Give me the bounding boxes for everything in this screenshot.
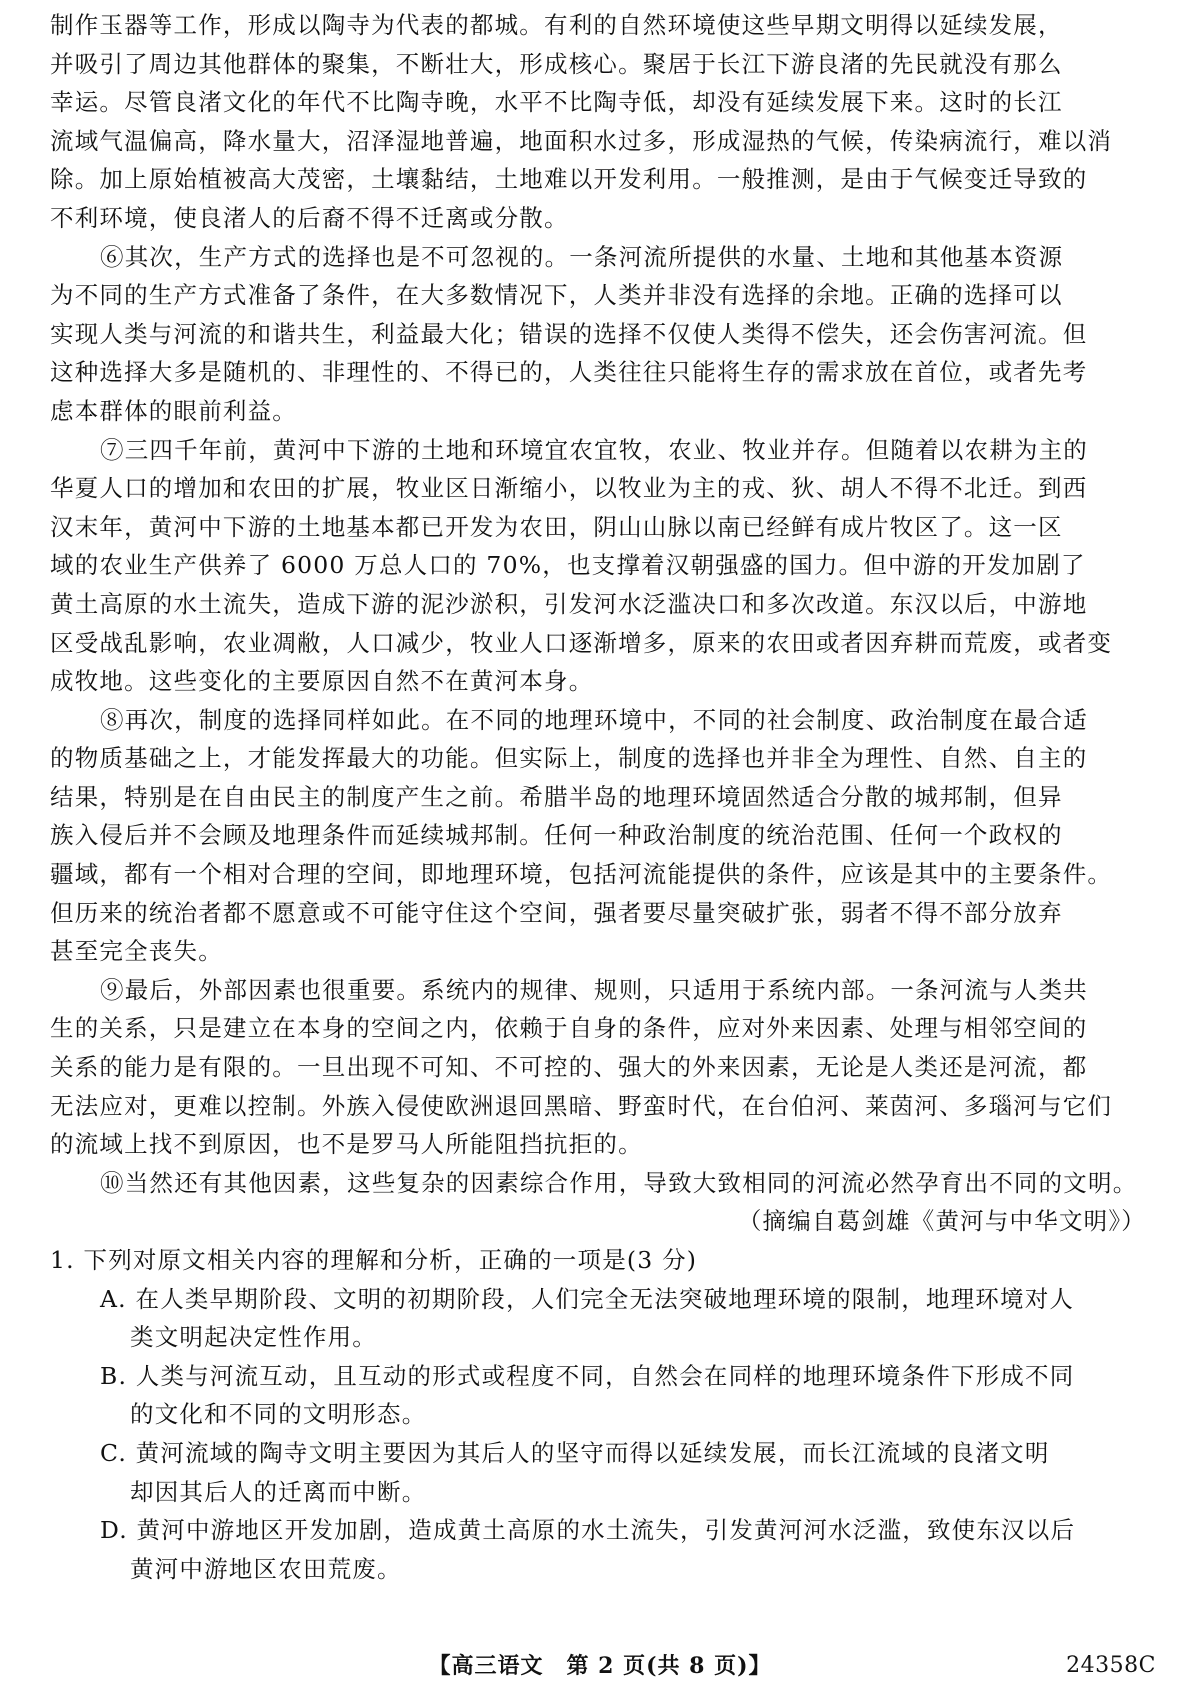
text-line: 制作玉器等工作，形成以陶寺为代表的都城。有利的自然环境使这些早期文明得以延续发展， <box>50 11 1063 39</box>
text-line: 流域气温偏高，降水量大，沼泽湿地普遍，地面积水过多，形成湿热的气候，传染病流行，难以消 <box>50 126 1113 155</box>
text-line: 族入侵后并不会顾及地理条件而延续城邦制。任何一种政治制度的统治范围、任何一个政权的 <box>50 821 1063 850</box>
text-line: ⑩当然还有其他因素，这些复杂的因素综合作用，导致大致相同的河流必然孕育出不同的文明。 <box>100 1168 1138 1197</box>
text-line: 黄土高原的水土流失，造成下游的泥沙淤积，引发河水泛滥决口和多次改道。东汉以后，中游地 <box>50 589 1088 618</box>
text-line: 域的农业生产供养了 6000 万总人口的 70%，也支撑着汉朝强盛的国力。但中游的开发加剧了 <box>50 551 1086 580</box>
text-line: 关系的能力是有限的。一旦出现不可知、不可控的、强大的外来因素，无论是人类还是河流，都 <box>50 1053 1088 1082</box>
text-line: 不利环境，使良渚人的后裔不得不迁离或分散。 <box>50 203 569 232</box>
text-line: 的流域上找不到原因，也不是罗马人所能阻挡抗拒的。 <box>50 1130 643 1159</box>
page-footer <box>0 1646 1200 1686</box>
text-line: 这种选择大多是随机的、非理性的、不得已的，人类往往只能将生存的需求放在首位，或者先考 <box>50 358 1088 387</box>
text-line: ⑧再次，制度的选择同样如此。在不同的地理环境中，不同的社会制度、政治制度在最合适 <box>100 705 1088 734</box>
text-line: ⑦三四千年前，黄河中下游的土地和环境宜农宜牧，农业、牧业并存。但随着以农耕为主的 <box>100 435 1088 464</box>
text-line: 并吸引了周边其他群体的聚集，不断壮大，形成核心。聚居于长江下游良渚的先民就没有那么 <box>50 49 1063 78</box>
text-line: 除。加上原始植被高大茂密，土壤黏结，土地难以开发利用。一般推测，是由于气候变迁导致的 <box>50 165 1088 194</box>
text-line: B. 人类与河流互动，且互动的形式或程度不同，自然会在同样的地理环境条件下形成不同 <box>100 1361 1075 1390</box>
text-line: 1. 下列对原文相关内容的理解和分析，正确的一项是(3 分) <box>50 1246 698 1274</box>
text-line: 却因其后人的迁离而中断。 <box>130 1477 427 1506</box>
text-line: 类文明起决定性作用。 <box>130 1323 377 1352</box>
exam-code: 24358C <box>1066 1653 1156 1678</box>
document-body <box>50 6 1154 1588</box>
text-line: ⑥其次，生产方式的选择也是不可忽视的。一条河流所提供的水量、土地和其他基本资源 <box>100 242 1064 271</box>
text-line: 实现人类与河流的和谐共生，利益最大化；错误的选择不仅使人类得不偿失，还会伤害河流。但 <box>50 319 1088 348</box>
text-line: 的文化和不同的文明形态。 <box>130 1400 427 1429</box>
text-line: 华夏人口的增加和农田的扩展，牧业区日渐缩小，以牧业为主的戎、狄、胡人不得不北迁。到西 <box>50 474 1088 503</box>
text-line: 黄河中游地区农田荒废。 <box>130 1554 402 1583</box>
text-line: 生的关系，只是建立在本身的空间之内，依赖于自身的条件，应对外来因素、处理与相邻空间的 <box>50 1014 1088 1043</box>
text-line: C. 黄河流域的陶寺文明主要因为其后人的坚守而得以延续发展，而长江流域的良渚文明 <box>100 1438 1050 1467</box>
text-line: 汉末年，黄河中下游的土地基本都已开发为农田，阴山山脉以南已经鲜有成片牧区了。这一区 <box>50 512 1063 541</box>
text-line: 疆域，都有一个相对合理的空间，即地理环境，包括河流能提供的条件，应该是其中的主要条件。 <box>50 860 1113 889</box>
text-line: 为不同的生产方式准备了条件，在大多数情况下，人类并非没有选择的余地。正确的选择可以 <box>50 281 1063 310</box>
text-line: （摘编自葛剑雄《黄河与中华文明》） <box>737 1207 1146 1236</box>
text-line: D. 黄河中游地区开发加剧，造成黄土高原的水土流失，引发黄河河水泛滥，致使东汉以后 <box>100 1516 1076 1545</box>
text-line: 但历来的统治者都不愿意或不可能守住这个空间，强者要尽量突破扩张，弱者不得不部分放弃 <box>50 898 1063 927</box>
text-line: 的物质基础之上，才能发挥最大的功能。但实际上，制度的选择也并非全为理性、自然、自主的 <box>50 744 1088 773</box>
text-line: A. 在人类早期阶段、文明的初期阶段，人们完全无法突破地理环境的限制，地理环境对人 <box>100 1284 1075 1313</box>
text-line: 幸运。尽管良渚文化的年代不比陶寺晚，水平不比陶寺低，却没有延续发展下来。这时的长江 <box>50 88 1063 117</box>
text-line: 成牧地。这些变化的主要原因自然不在黄河本身。 <box>50 667 594 696</box>
text-line: 结果，特别是在自由民主的制度产生之前。希腊半岛的地理环境固然适合分散的城邦制，但异 <box>50 782 1063 811</box>
text-line: ⑨最后，外部因素也很重要。系统内的规律、规则，只适用于系统内部。一条河流与人类共 <box>100 975 1088 1004</box>
text-line: 无法应对，更难以控制。外族入侵使欧洲退回黑暗、野蛮时代，在台伯河、莱茵河、多瑙河与它们 <box>50 1091 1113 1120</box>
text-line: 虑本群体的眼前利益。 <box>50 396 297 425</box>
page-number-label: 【高三语文 第 2 页(共 8 页)】 <box>428 1653 772 1679</box>
text-line: 区受战乱影响，农业凋敝，人口减少，牧业人口逐渐增多，原来的农田或者因弃耕而荒废，或者变 <box>50 628 1113 657</box>
text-line: 甚至完全丧失。 <box>50 937 223 966</box>
